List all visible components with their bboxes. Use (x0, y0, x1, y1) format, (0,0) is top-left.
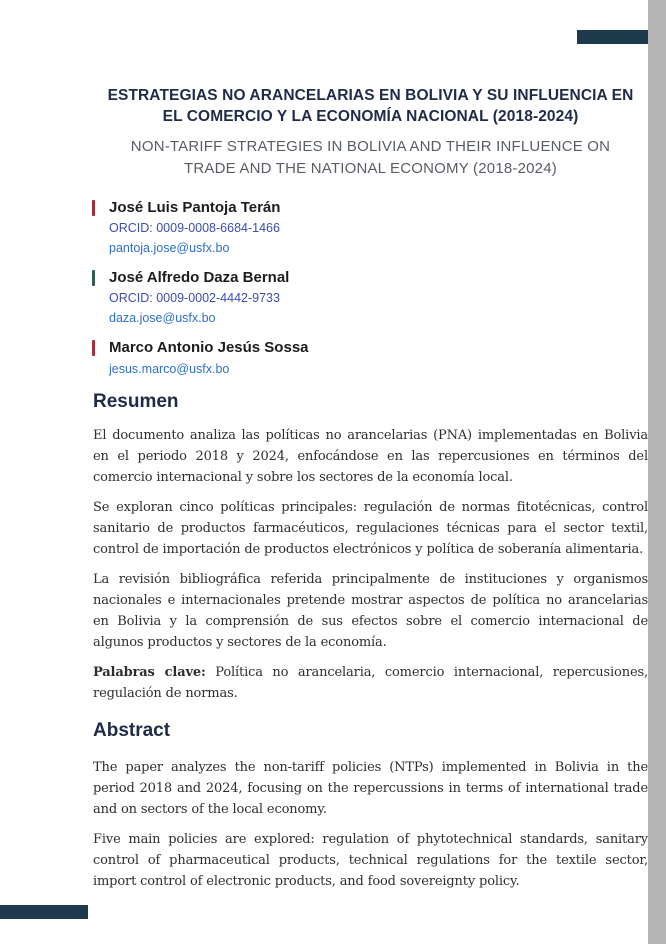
author-name: José Luis Pantoja Terán (109, 199, 281, 216)
author-email-link[interactable]: daza.jose@usfx.bo (109, 311, 216, 325)
keywords-text: Política no arancelaria, comercio internacional, repercusiones, regulación de normas. (93, 665, 649, 701)
section-heading-abstract: Abstract (93, 720, 171, 741)
author-accent-bar (92, 200, 95, 216)
resumen-paragraph-2: Se exploran cinco políticas principales: regulación de normas fitotécnicas, control sanitario de productos farmacéuticos, regulaciones técnicas para el sector textil, control de importación de productos electrónicos y política de soberanía alimentaria. (93, 500, 648, 557)
viewer-edge-strip (648, 0, 666, 944)
author-name: Marco Antonio Jesús Sossa (109, 339, 309, 356)
author-block (93, 198, 648, 256)
author-accent-bar (92, 340, 95, 356)
abstract-paragraph-1: The paper analyzes the non-tariff policies (NTPs) implemented in Bolivia in the period 2018 and 2024, focusing on the repercussions in terms of international trade and on sectors of the local economy. (93, 760, 648, 817)
author-accent-bar (92, 270, 95, 286)
author-info (109, 198, 280, 256)
author-email-link[interactable]: jesus.marco@usfx.bo (109, 362, 230, 376)
author-info (109, 268, 289, 326)
author-info (109, 338, 309, 377)
section-heading-resumen: Resumen (93, 391, 179, 412)
author-block (93, 338, 648, 377)
article-content (93, 0, 648, 892)
author-orcid-link[interactable]: ORCID: 0009-0002-4442-9733 (109, 291, 280, 305)
footer-decor-bar (0, 905, 88, 919)
keywords-line (93, 662, 648, 704)
page-title-spanish: ESTRATEGIAS NO ARANCELARIAS EN BOLIVIA Y SU INFLUENCIA EN EL COMERCIO Y LA ECONOMÍA NACIONAL (2018-2024) (107, 87, 634, 125)
page-title-english: NON-TARIFF STRATEGIES IN BOLIVIA AND THEIR INFLUENCE ON TRADE AND THE NATIONAL ECONOMY (2018-2024) (130, 138, 611, 177)
resumen-paragraph-3: La revisión bibliográfica referida principalmente de instituciones y organismos nacionales e internacionales pretende mostrar aspectos de política no arancelarias en Bolivia y la comprensión de sus efectos sobre el comercio internacional de algunos productos y sectores de la economía. (93, 572, 648, 650)
author-email-link[interactable]: pantoja.jose@usfx.bo (109, 241, 230, 255)
author-orcid-link[interactable]: ORCID: 0009-0008-6684-1466 (109, 221, 280, 235)
resumen-paragraph-1: El documento analiza las políticas no arancelarias (PNA) implementadas en Bolivia en el periodo 2018 y 2024, enfocándose en las repercusiones en términos del comercio internacional y sobre los sectores de la economía local. (93, 428, 648, 485)
author-name: José Alfredo Daza Bernal (109, 269, 290, 286)
abstract-paragraph-2: Five main policies are explored: regulation of phytotechnical standards, sanitary control of pharmaceutical products, technical regulations for the textile sector, import control of electronic products, and food sovereignty policy. (93, 832, 648, 889)
author-block (93, 268, 648, 326)
authors-list (93, 198, 648, 377)
keywords-label: Palabras clave: (93, 665, 206, 680)
